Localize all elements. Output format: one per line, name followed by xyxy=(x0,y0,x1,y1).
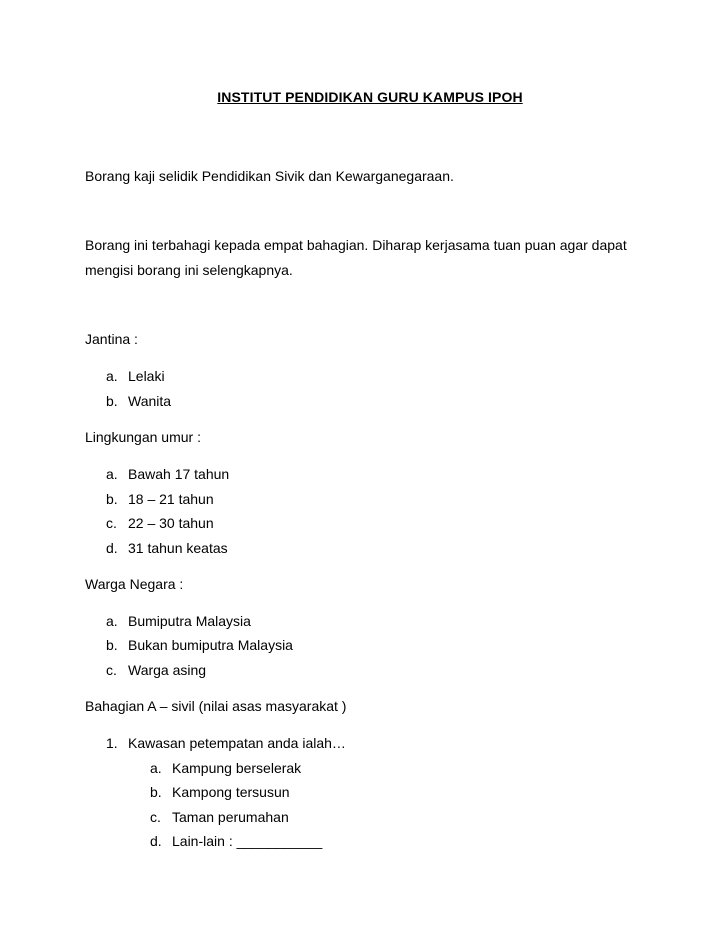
question-1-option-d xyxy=(150,832,322,850)
umur-label: Lingkungan umur : xyxy=(85,429,201,445)
option-text: Lelaki xyxy=(128,368,165,384)
umur-option-b xyxy=(106,490,214,508)
option-marker: b. xyxy=(106,491,118,507)
warga-option-a xyxy=(106,612,251,630)
option-text: 31 tahun keatas xyxy=(128,540,228,556)
option-marker: a. xyxy=(106,466,118,482)
umur-option-c xyxy=(106,514,214,532)
option-marker: a. xyxy=(106,613,118,629)
question-1-option-b xyxy=(150,783,290,801)
document-title-text: INSTITUT PENDIDIKAN GURU KAMPUS IPOH xyxy=(217,89,523,105)
warga-option-c xyxy=(106,661,206,679)
umur-option-d xyxy=(106,539,228,557)
question-1-option-c xyxy=(150,808,289,826)
question-marker: 1. xyxy=(106,735,118,751)
warga-option-b xyxy=(106,636,293,654)
jantina-label: Jantina : xyxy=(85,331,138,347)
jantina-option-b xyxy=(106,392,171,410)
option-text: Bukan bumiputra Malaysia xyxy=(128,637,293,653)
option-marker: c. xyxy=(106,662,117,678)
option-marker: c. xyxy=(150,809,161,825)
option-text: 22 – 30 tahun xyxy=(128,515,214,531)
option-marker: a. xyxy=(150,760,162,776)
warga-label: Warga Negara : xyxy=(85,576,184,592)
option-text: Lain-lain : ___________ xyxy=(172,833,323,849)
option-text: Kampong tersusun xyxy=(172,784,290,800)
instruction-line-2: mengisi borang ini selengkapnya. xyxy=(85,262,293,278)
bahagian-a-label: Bahagian A – sivil (nilai asas masyarakat ) xyxy=(85,698,347,714)
question-1 xyxy=(106,734,346,752)
option-marker: b. xyxy=(106,637,118,653)
option-marker: d. xyxy=(150,833,162,849)
option-marker: a. xyxy=(106,368,118,384)
jantina-option-a xyxy=(106,367,165,385)
option-text: Taman perumahan xyxy=(172,809,289,825)
option-text: Kampung berselerak xyxy=(172,760,302,776)
option-text: Bumiputra Malaysia xyxy=(128,613,251,629)
option-text: Bawah 17 tahun xyxy=(128,466,230,482)
umur-option-a xyxy=(106,465,229,483)
intro-text: Borang kaji selidik Pendidikan Sivik dan Kewarganegaraan. xyxy=(85,168,454,184)
option-marker: c. xyxy=(106,515,117,531)
document-title xyxy=(0,88,728,106)
option-text: Wanita xyxy=(128,393,172,409)
question-1-option-a xyxy=(150,759,301,777)
question-text: Kawasan petempatan anda ialah… xyxy=(128,735,346,751)
option-marker: b. xyxy=(106,393,118,409)
instruction-line-1: Borang ini terbahagi kepada empat bahagian. Diharap kerjasama tuan puan agar dapat xyxy=(85,237,627,253)
option-marker: b. xyxy=(150,784,162,800)
option-text: Warga asing xyxy=(128,662,207,678)
option-marker: d. xyxy=(106,540,118,556)
option-text: 18 – 21 tahun xyxy=(128,491,214,507)
